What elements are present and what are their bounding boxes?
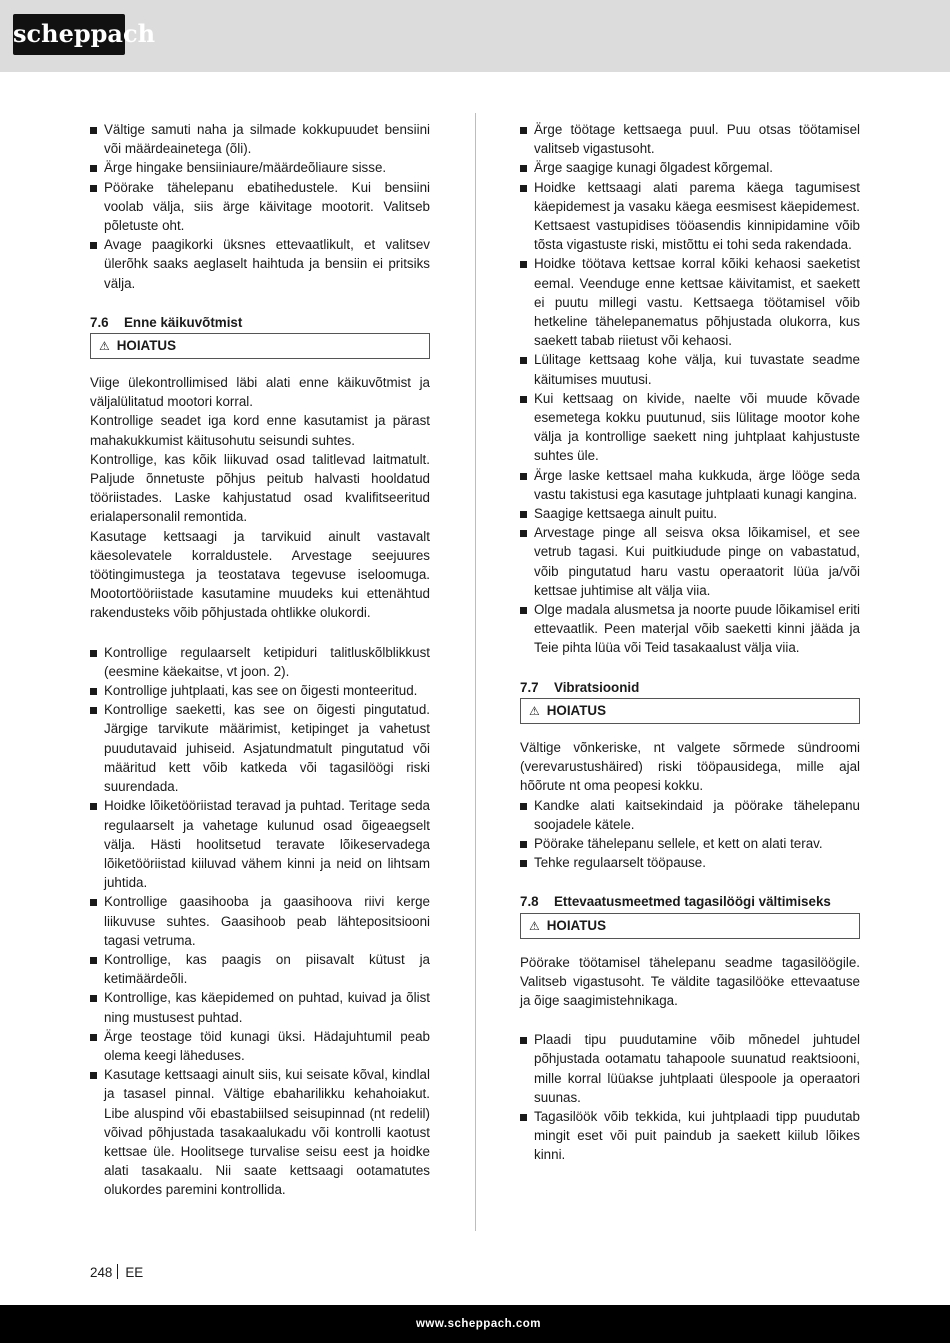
list-item: Tagasilöök võib tekkida, kui juhtplaadi tipp puudutab mingit eset või puit paindub ja saekett kiilub lõikes kinni. [520,1107,860,1165]
list-item: Kontrollige regulaarselt ketipiduri talitluskõlblikkust (eesmine käekaitse, vt joon. 2). [90,643,430,681]
warning-label: HOIATUS [116,338,176,354]
page-header [0,0,950,72]
section-title: Vibratsioonid [554,679,640,695]
section-title: Ettevaatusmeetmed tagasilöögi vältimiseks [554,894,831,910]
warning-triangle-icon: ⚠ [529,918,540,933]
list-item: Lülitage kettsaag kohe välja, kui tuvastate seadme käitumises muutusi. [520,350,860,388]
language-code: EE [125,1265,144,1280]
list-item: Plaadi tipu puudutamine võib mõnedel juhtudel põhjustada ootamatu tahapoole suunatud reaktsiooni, mille korral lüüakse juhtplaati ülespoole ja operaatori suunas. [520,1030,860,1107]
scheppach-logo: scheppach [13,14,125,55]
warning-box [520,698,860,724]
list-item: Ärge töötage kettsaega puul. Puu otsas töötamisel valitseb vigastusoht. [520,120,860,158]
warning-label: HOIATUS [546,917,606,933]
paragraph: Viige ülekontrollimised läbi alati enne käikuvõtmist ja väljalülitatud mootori korral. [90,375,430,410]
list-item: Kui kettsaag on kivide, naelte või muude kõvade esemetega kokku puutunud, siis lülitage mootor kohe välja ja kontrollige saekett ning juhtplaat kahjustuste suhtes üle. [520,389,860,466]
list-item: Arvestage pinge all seisva oksa lõikamisel, et see vetrub tagasi. Kui puitkiudude pinge on vabastatud, võib pingutatud haru vastu operaatorit lüüa ja/või kettsae juhtimise alt välja viia. [520,523,860,600]
warning-box [90,333,430,359]
warning-triangle-icon: ⚠ [529,703,540,718]
page-footer [0,1305,950,1343]
section-title: Enne käikuvõtmist [124,314,243,330]
list-item: Kasutage kettsaagi ainult siis, kui seisate kõval, kindlal ja tasasel pinnal. Vältige ebaharilikku kehahoiakut. Libe aluspind või ebastabiilsed seisupinnad (nt redelil) võivad põhjustada tasakaalukadu või kontrolli kaotust kettsae üle. Hoolitsege turvalise seisu eest ja hoidke alati tasakaalu. Nii saate kettsaagi ootamatutes olukordes paremini kontrollida. [90,1065,430,1199]
paragraph: Kontrollige seadet iga kord enne kasutamist ja pärast mahakukkumist käitusohutu seisundi suhtes. [90,413,430,448]
website-link[interactable]: www.scheppach.com [415,1318,541,1330]
section-number: 7.7 [520,679,539,695]
section-heading [520,892,860,911]
list-item: Hoidke kettsaagi alati parema käega tagumisest käepidemest ja vasaku käega eesmisest käepidemest. Kettsaest vastupidises tööasendis kinnipidamine võib tõsta vigastuste riski, mistõttu ei tohi seda rakendada. [520,178,860,255]
list-item: Kontrollige juhtplaati, kas see on õigesti monteeritud. [90,681,430,700]
kickback-list [520,1030,860,1164]
list-item: Hoidke lõiketööriistad teravad ja puhtad. Teritage seda regulaarselt ja vahetage kulunud osad õigeaegselt välja. Hästi hoolitsetud teravate lõikeservadega lõiketööriistad kiiluvad vähem kinni ja neid on lihtsam juhtida. [90,796,430,892]
paragraph: Pöörake töötamisel tähelepanu seadme tagasilöögile. Valitseb vigastusoht. Te väldite tagasilööke ettevaatuse ja õige saagimistehnikaga. [520,954,860,1008]
list-item: Kandke alati kaitsekindaid ja pöörake tähelepanu soojadele kätele. [520,796,860,834]
paragraph: Kasutage kettsaagi ja tarvikuid ainult vastavalt käesolevatele korraldustele. Arvestage seejuures töötingimustega ja teostatava tegevuse iseloomuga. Mootortööriistade kasutamine muudeks kui ettenähtud rakendusteks võib põhjustada ohtlikke olukordi. [90,528,430,621]
page-number-block [90,1264,143,1282]
list-item: Kontrollige saeketti, kas see on õigesti pingutatud. Järgige tarvikute määrimist, ketipinget ja vahetust puudutavaid juhiseid. Asjatundmatult pingutatud või määritud kett võib katkeda või tagasilöögi riski suurendada. [90,700,430,796]
column-divider [475,113,476,1231]
list-item: Saagige kettsaega ainult puitu. [520,504,860,523]
list-item: Hoidke töötava kettsae korral kõiki kehaosi saeketist eemal. Veenduge enne kettsae käivitamist, et saekett ei puutu millegi vastu. Kettsaega töötamisel võib hetkeline tähelepanematus põhjustada olukorra, kus saekett tabab riietust või kehaosi. [520,254,860,350]
vibration-list [520,796,860,873]
section-number: 7.8 [520,894,539,910]
list-item: Tehke regulaarselt tööpause. [520,853,860,872]
list-item: Vältige samuti naha ja silmade kokkupuudet bensiini või määrdeainetega (õli). [90,120,430,158]
list-item: Ärge hingake bensiiniaure/määrdeõliaure sisse. [90,158,430,177]
operation-safety-list [520,120,860,658]
list-item: Pöörake tähelepanu ebatihedustele. Kui bensiini voolab välja, siis ärge käivitage mootorit. Valitseb põletuste oht. [90,178,430,236]
list-item: Pöörake tähelepanu sellele, et kett on alati terav. [520,834,860,853]
warning-label: HOIATUS [546,702,606,718]
list-item: Ärge saagige kunagi õlgadest kõrgemal. [520,158,860,177]
left-column [90,120,430,1200]
section-heading [90,313,430,332]
right-column [520,120,860,1165]
section-number: 7.6 [90,314,109,330]
pre-start-checklist [90,643,430,1200]
page-number: 248 [90,1265,113,1280]
page-number-separator [117,1264,118,1279]
warning-box [520,913,860,939]
list-item: Ärge laske kettsael maha kukkuda, ärge lööge seda vastu takistusi ega kasutage juhtplaati kunagi kangina. [520,466,860,504]
fuel-safety-list [90,120,430,293]
paragraph: Kontrollige, kas kõik liikuvad osad talitlevad laitmatult. Paljude õnnetuste põhjus peitub halvasti hooldatud tööriistades. Laske kahjustatud osad kvalifitseeritud erialapersonalil remontida. [90,451,430,525]
section-heading [520,678,860,697]
list-item: Ärge teostage töid kunagi üksi. Hädajuhtumil peab olema keegi läheduses. [90,1027,430,1065]
list-item: Olge madala alusmetsa ja noorte puude lõikamisel eriti ettevaatlik. Peen materjal võib saeketti kinni jääda ja Teie pihta lüüa või Teid tasakaalust välja viia. [520,600,860,658]
warning-triangle-icon: ⚠ [99,339,110,354]
list-item: Kontrollige, kas käepidemed on puhtad, kuivad ja õlist ning mustusest puhtad. [90,988,430,1026]
paragraph: Vältige võnkeriske, nt valgete sõrmede sündroomi (verevarustushäired) riski tööpausidega, mille ajal hõõrute nt oma peopesi kokku. [520,739,860,794]
list-item: Kontrollige, kas paagis on piisavalt kütust ja ketimäärdeõli. [90,950,430,988]
list-item: Avage paagikorki üksnes ettevaatlikult, et valitsev ülerõhk saaks aeglaselt haihtuda ja bensiin ei pritsiks välja. [90,235,430,293]
list-item: Kontrollige gaasihooba ja gaasihoova riivi kerge liikuvuse suhtes. Gaasihoob peab lähtepositsiooni tagasi vetruma. [90,892,430,950]
